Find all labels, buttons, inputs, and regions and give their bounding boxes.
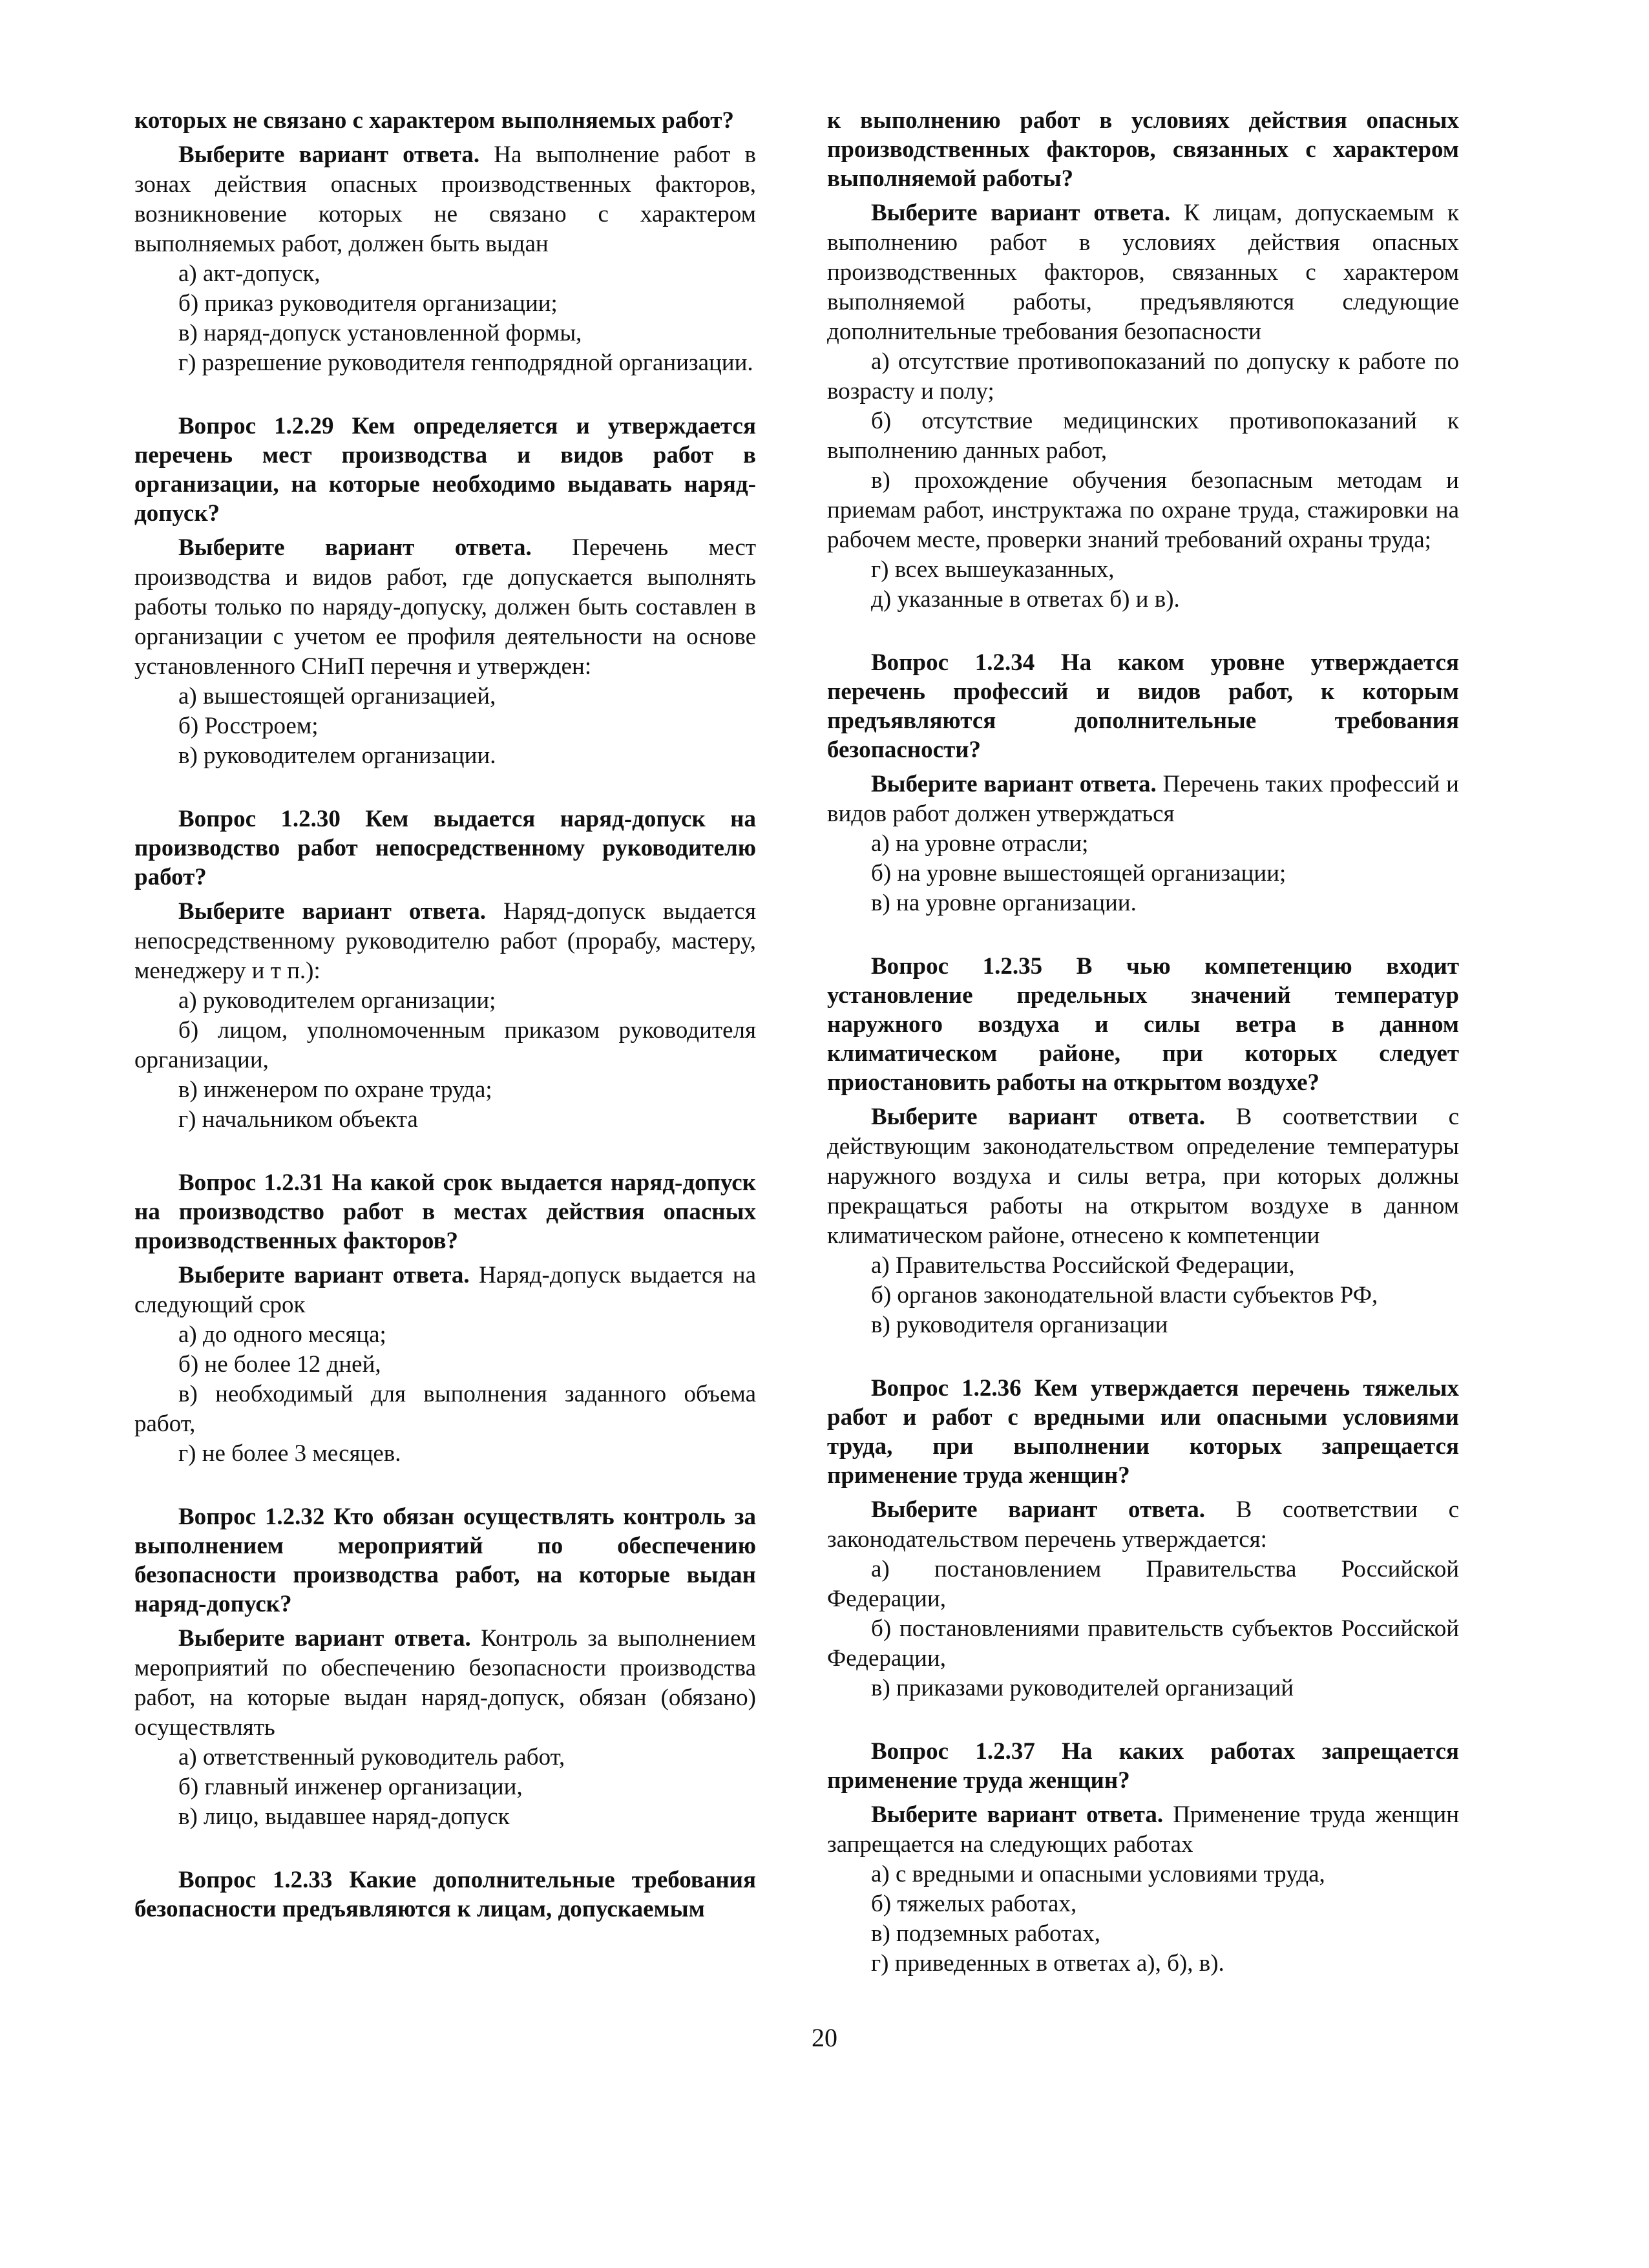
answer-lead-label: Выберите вариант ответа.	[871, 1496, 1206, 1523]
question-title: Вопрос 1.2.37 На каких работах запрещается применение труда женщин?	[827, 1738, 1459, 1794]
answer-option: б) приказ руководителя организации;	[178, 290, 558, 317]
question-title: Вопрос 1.2.34 На каком уровне утверждается перечень профессий и видов работ, к которым предъявляются дополнительные требования безопасности?	[827, 649, 1459, 763]
left-column	[134, 106, 756, 1924]
answer-option: б) отсутствие медицинских противопоказаний к выполнению данных работ,	[827, 408, 1459, 464]
answer-option: в) руководителя организации	[871, 1312, 1168, 1338]
answer-text	[827, 1800, 1459, 1860]
answer-text	[827, 1495, 1459, 1555]
question-title: Вопрос 1.2.29 Кем определяется и утверждается перечень мест производства и видов работ в организации, на которые необходимо выдавать наряд-допуск?	[134, 413, 756, 527]
question-title: Вопрос 1.2.30 Кем выдается наряд-допуск на производство работ непосредственному руководителю работ?	[134, 806, 756, 890]
answer-option: б) Росстроем;	[178, 713, 319, 739]
answer-body: На выполнение работ в зонах действия опасных производственных факторов, возникновение которых не связано с характером выполняемых работ, должен быть выдан	[134, 142, 756, 257]
answer-option: в) лицо, выдавшее наряд-допуск	[178, 1803, 510, 1830]
question-title-continued: к выполнению работ в условиях действия опасных производственных факторов, связанных с характером выполняемой работы?	[827, 107, 1459, 192]
answer-option: а) до одного месяца;	[178, 1321, 386, 1348]
answer-text	[134, 897, 756, 986]
answer-option: а) вышестоящей организацией,	[178, 683, 496, 709]
answer-option: б) не более 12 дней,	[178, 1351, 381, 1378]
answer-body: Перечень мест производства и видов работ, где допускается выполнять работы только по наряду-допуску, должен быть составлен в организации с учетом ее профиля деятельности на основе установленного СНиП перечня и утвержден:	[134, 534, 756, 680]
answer-option: в) подземных работах,	[871, 1920, 1100, 1947]
answer-option: б) лицом, уполномоченным приказом руководителя организации,	[134, 1017, 756, 1073]
answer-text	[827, 1102, 1459, 1251]
question-title: Вопрос 1.2.35 В чью компетенцию входит установление предельных значений температур наружного воздуха и силы ветра в данном климатическом районе, при которых следует приостановить работы на открытом воздухе?	[827, 953, 1459, 1096]
answer-text	[134, 533, 756, 682]
answer-lead-label: Выберите вариант ответа.	[178, 1625, 471, 1652]
answer-option: б) постановлениями правительств субъектов Российской Федерации,	[827, 1615, 1459, 1672]
question-title: Вопрос 1.2.36 Кем утверждается перечень тяжелых работ и работ с вредными или опасными условиями труда, при выполнении которых запрещается применение труда женщин?	[827, 1375, 1459, 1489]
answer-body: К лицам, допускаемым к выполнению работ в условиях действия опасных производственных факторов, связанных с характером выполняемой работы, предъявляются следующие дополнительные требования безопасности	[827, 200, 1459, 345]
answer-body: Применение труда женщин запрещается на следующих работах	[827, 1801, 1459, 1858]
answer-body: Наряд-допуск выдается непосредственному руководителю работ (прорабу, мастеру, менеджеру и т п.):	[134, 898, 756, 984]
answer-option: б) на уровне вышестоящей организации;	[871, 860, 1287, 887]
answer-option: б) главный инженер организации,	[178, 1774, 523, 1800]
question-title: Вопрос 1.2.32 Кто обязан осуществлять контроль за выполнением мероприятий по обеспечению безопасности производства работ, на которые выдан наряд-допуск?	[134, 1504, 756, 1617]
answer-option: в) приказами руководителей организаций	[871, 1675, 1294, 1701]
answer-text	[827, 198, 1459, 347]
answer-option: д) указанные в ответах б) и в).	[871, 586, 1180, 613]
answer-option: а) акт-допуск,	[178, 260, 320, 287]
answer-lead-label: Выберите вариант ответа.	[178, 534, 532, 561]
answer-body: Контроль за выполнением мероприятий по обеспечению безопасности производства работ, на которые выдан наряд-допуск, обязан (обязано) осуществлять	[134, 1625, 756, 1741]
answer-option: в) прохождение обучения безопасным методам и приемам работ, инструктажа по охране труда, стажировки на рабочем месте, проверки знаний требований охраны труда;	[827, 467, 1459, 553]
answer-option: г) всех вышеуказанных,	[871, 556, 1115, 583]
answer-lead-label: Выберите вариант ответа.	[178, 1262, 470, 1288]
answer-option: б) органов законодательной власти субъектов РФ,	[871, 1282, 1378, 1308]
answer-text	[134, 1261, 756, 1320]
answer-option: в) инженером по охране труда;	[178, 1076, 492, 1103]
answer-option: г) приведенных в ответах а), б), в).	[871, 1950, 1224, 1977]
answer-option: а) отсутствие противопоказаний по допуску к работе по возрасту и полу;	[827, 348, 1459, 404]
answer-option: а) ответственный руководитель работ,	[178, 1744, 565, 1770]
answer-text	[134, 1624, 756, 1743]
answer-body: Наряд-допуск выдается на следующий срок	[134, 1262, 756, 1318]
answer-lead-label: Выберите вариант ответа.	[871, 1801, 1164, 1828]
answer-option: в) наряд-допуск установленной формы,	[178, 320, 582, 346]
answer-lead-label: Выберите вариант ответа.	[871, 1104, 1206, 1130]
question-title-continued: которых не связано с характером выполняемых работ?	[134, 107, 734, 134]
answer-text	[827, 770, 1459, 829]
answer-option: в) необходимый для выполнения заданного объема работ,	[134, 1381, 756, 1437]
answer-option: а) постановлением Правительства Российской Федерации,	[827, 1556, 1459, 1612]
page-number: 20	[812, 2023, 837, 2052]
answer-body: Перечень таких профессий и видов работ должен утверждаться	[827, 771, 1459, 827]
right-column	[827, 106, 1459, 1979]
answer-body: В соответствии с законодательством перечень утверждается:	[827, 1496, 1459, 1553]
answer-lead-label: Выберите вариант ответа.	[871, 200, 1171, 226]
answer-option: а) на уровне отрасли;	[871, 830, 1089, 857]
answer-lead-label: Выберите вариант ответа.	[178, 142, 480, 168]
answer-option: г) не более 3 месяцев.	[178, 1440, 401, 1467]
answer-option: в) руководителем организации.	[178, 742, 496, 769]
answer-option: г) начальником объекта	[178, 1106, 418, 1133]
answer-option: а) с вредными и опасными условиями труда,	[871, 1861, 1325, 1887]
answer-option: в) на уровне организации.	[871, 890, 1137, 916]
answer-text	[134, 140, 756, 259]
question-title: Вопрос 1.2.31 На какой срок выдается наряд-допуск на производство работ в местах действия опасных производственных факторов?	[134, 1170, 756, 1254]
answer-option: а) Правительства Российской Федерации,	[871, 1252, 1295, 1279]
answer-option: г) разрешение руководителя генподрядной организации.	[178, 350, 753, 376]
answer-lead-label: Выберите вариант ответа.	[871, 771, 1157, 797]
answer-option: а) руководителем организации;	[178, 987, 496, 1014]
question-title: Вопрос 1.2.33 Какие дополнительные требования безопасности предъявляются к лицам, допускаемым	[134, 1867, 756, 1922]
answer-option: б) тяжелых работах,	[871, 1891, 1077, 1917]
answer-body: В соответствии с действующим законодательством определение температуры наружного воздуха и силы ветра, при которых должны прекращаться работы на открытом воздухе в данном климатическом районе, отнесено к компетенции	[827, 1104, 1459, 1249]
answer-lead-label: Выберите вариант ответа.	[178, 898, 486, 925]
